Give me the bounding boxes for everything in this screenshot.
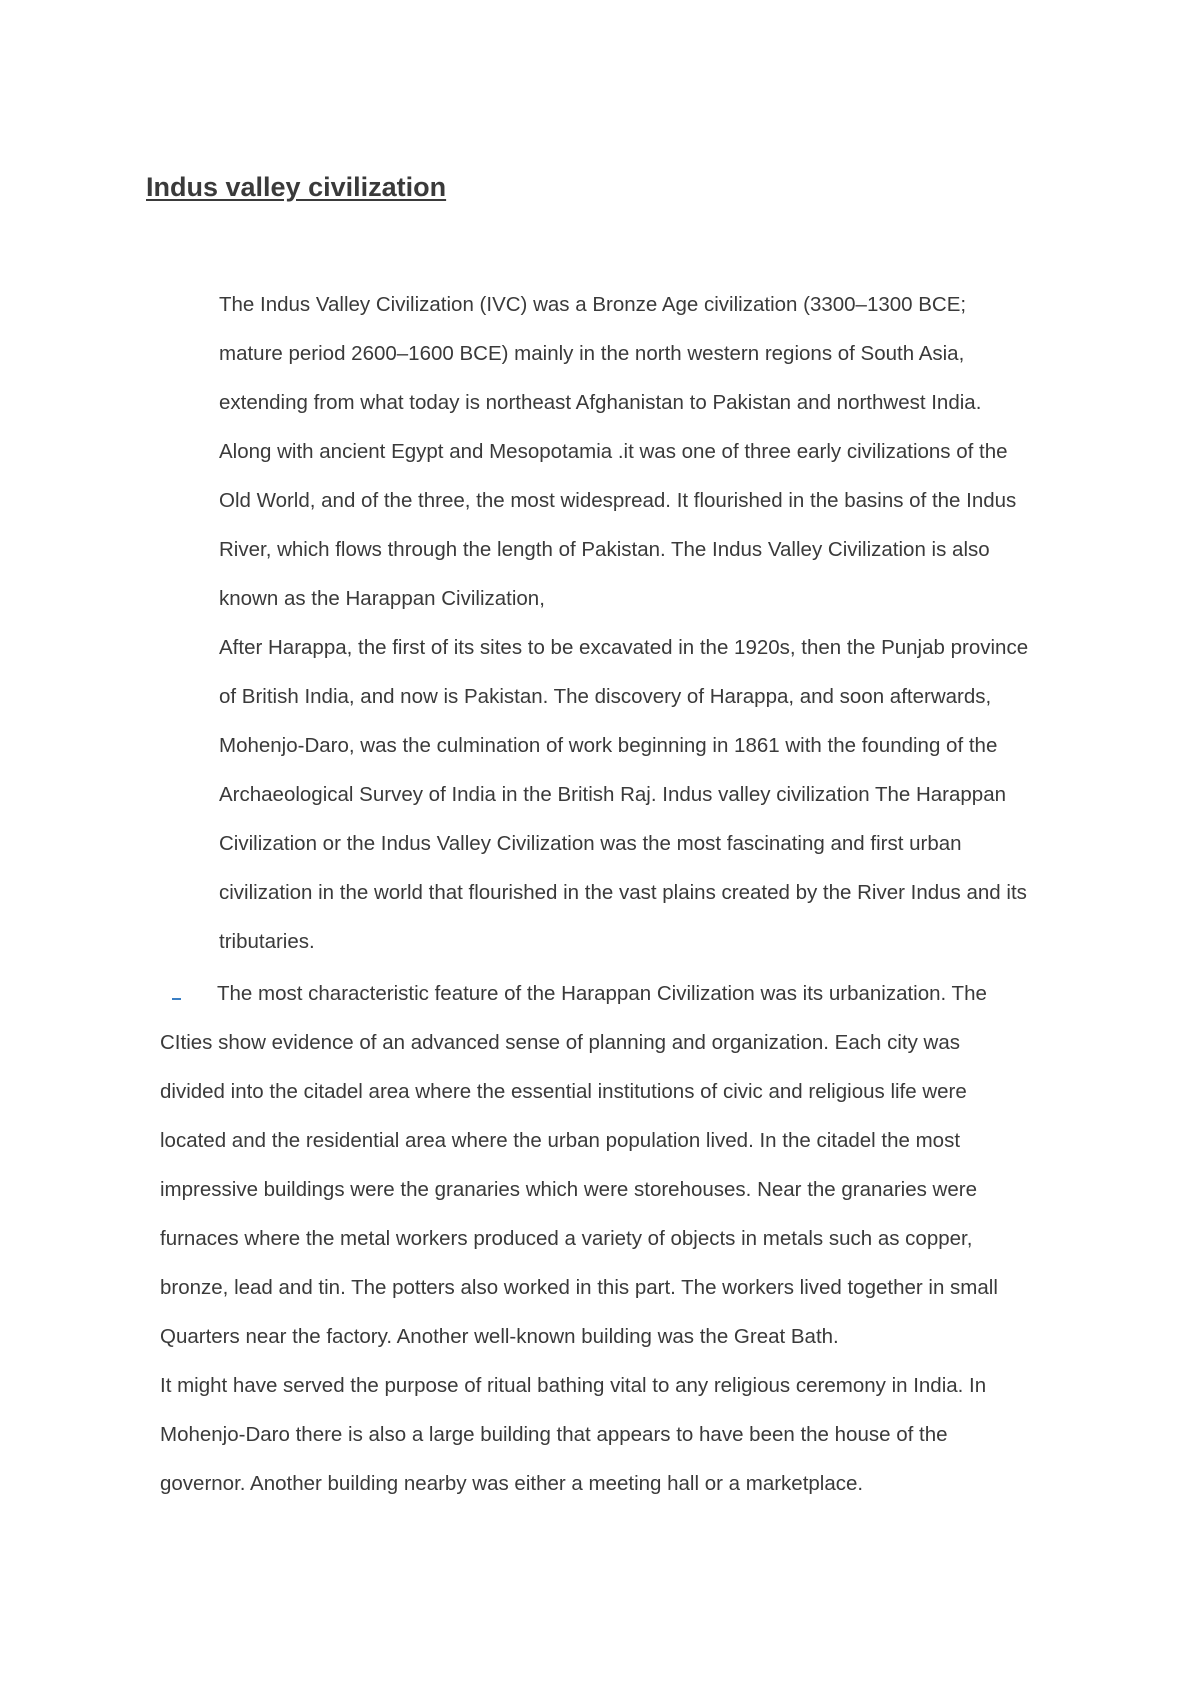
text-line: governor. Another building nearby was either a meeting hall or a marketplace. bbox=[160, 1472, 864, 1495]
text-line: divided into the citadel area where the essential institutions of civic and religious life were bbox=[160, 1080, 967, 1103]
text-line: located and the residential area where the urban population lived. In the citadel the most bbox=[160, 1129, 961, 1152]
text-line: impressive buildings were the granaries which were storehouses. Near the granaries were bbox=[160, 1178, 977, 1201]
text-line: River, which flows through the length of Pakistan. The Indus Valley Civilization is also bbox=[219, 538, 990, 561]
text-line: The Indus Valley Civilization (IVC) was a Bronze Age civilization (3300–1300 BCE; bbox=[219, 293, 967, 316]
text-line: Mohenjo-Daro, was the culmination of work beginning in 1861 with the founding of the bbox=[219, 734, 998, 757]
text-line: Old World, and of the three, the most widespread. It flourished in the basins of the Indus bbox=[219, 489, 1017, 512]
text-line: After Harappa, the first of its sites to be excavated in the 1920s, then the Punjab province bbox=[219, 636, 1029, 659]
text-line: Quarters near the factory. Another well-known building was the Great Bath. bbox=[160, 1325, 839, 1348]
text-line: Along with ancient Egypt and Mesopotamia .it was one of three early civilizations of the bbox=[219, 440, 1008, 463]
text-line: Mohenjo-Daro there is also a large building that appears to have been the house of the bbox=[160, 1423, 948, 1446]
text-line: Archaeological Survey of India in the British Raj. Indus valley civilization The Harappan bbox=[219, 783, 1007, 806]
text-line: mature period 2600–1600 BCE) mainly in the north western regions of South Asia, bbox=[219, 342, 965, 365]
text-line: It might have served the purpose of ritual bathing vital to any religious ceremony in India. In bbox=[160, 1374, 987, 1397]
paragraph-marker bbox=[172, 998, 181, 1000]
text-line: known as the Harappan Civilization, bbox=[219, 587, 545, 610]
document-title: Indus valley civilization bbox=[146, 172, 447, 202]
text-line: Civilization or the Indus Valley Civilization was the most fascinating and first urban bbox=[219, 832, 962, 855]
text-line: The most characteristic feature of the Harappan Civilization was its urbanization. The bbox=[217, 982, 987, 1005]
text-line: bronze, lead and tin. The potters also worked in this part. The workers lived together in small bbox=[160, 1276, 998, 1299]
text-line: civilization in the world that flourished in the vast plains created by the River Indus and its bbox=[219, 881, 1027, 904]
text-line: extending from what today is northeast Afghanistan to Pakistan and northwest India. bbox=[219, 391, 982, 414]
text-line: CIties show evidence of an advanced sense of planning and organization. Each city was bbox=[160, 1031, 961, 1054]
text-line: furnaces where the metal workers produced a variety of objects in metals such as copper, bbox=[160, 1227, 973, 1250]
text-line: of British India, and now is Pakistan. The discovery of Harappa, and soon afterwards, bbox=[219, 685, 992, 708]
text-line: tributaries. bbox=[219, 930, 315, 953]
